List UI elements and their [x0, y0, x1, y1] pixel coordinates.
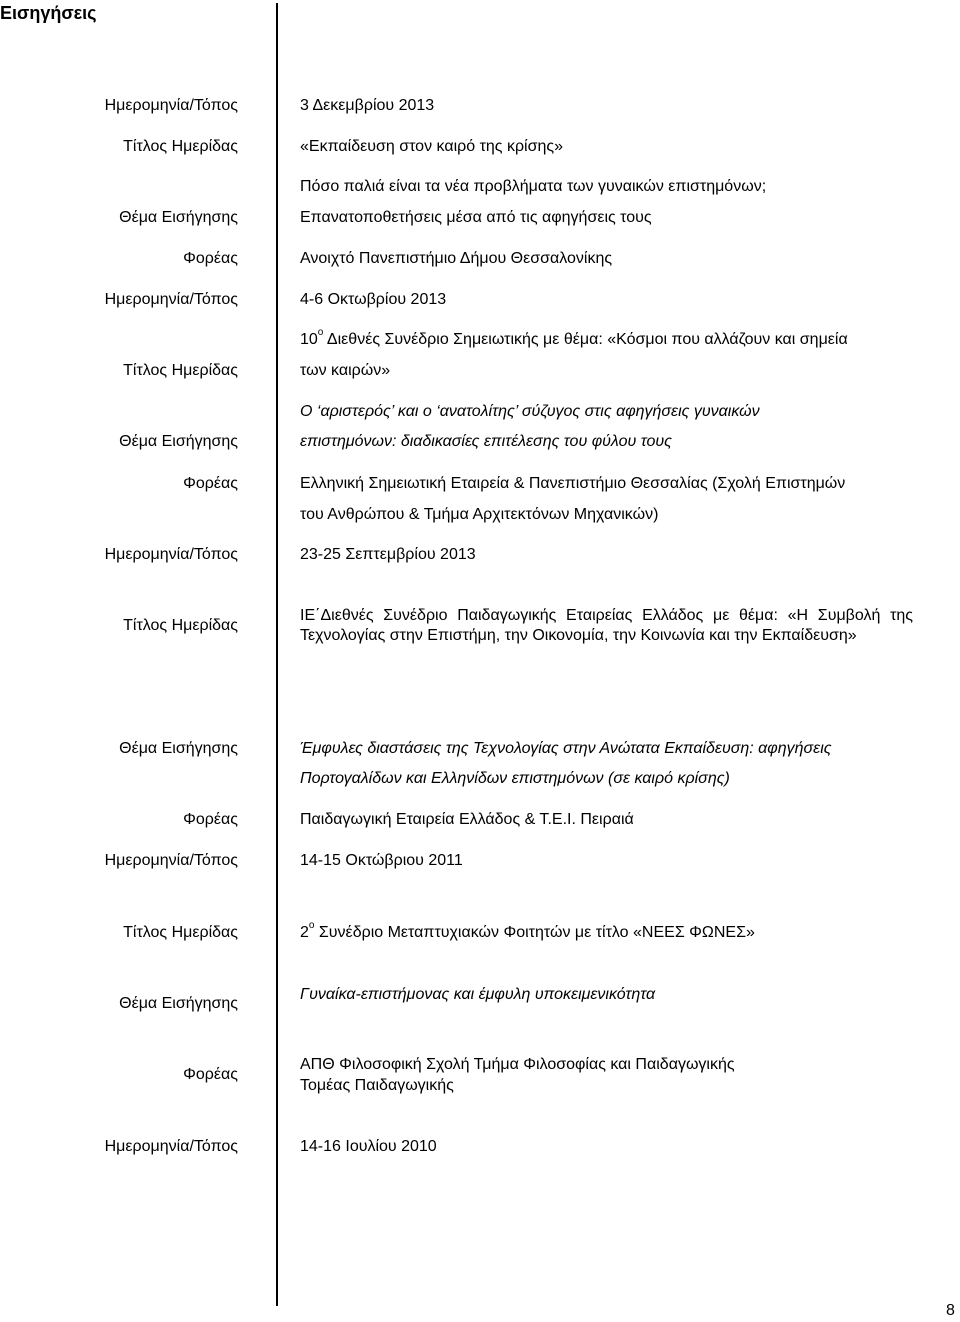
- page-heading: Εισηγήσεις: [0, 3, 97, 23]
- title-ordinal-suffix: ο: [308, 920, 315, 931]
- label-date-place: Ημερομηνία/Τόπος: [104, 546, 238, 563]
- title-text: Συνέδριο Μεταπτυχιακών Φοιτητών με τίτλο «ΝΕΕΣ ΦΩΝΕΣ»: [314, 924, 755, 941]
- entry-topic-line: Ο ‘αριστερός’ και ο ‘ανατολίτης’ σύζυγος στις αφηγήσεις γυναικών: [300, 403, 760, 420]
- label-org: Φορέας: [183, 475, 238, 492]
- label-topic: Θέμα Εισήγησης: [119, 995, 238, 1012]
- entry-date-place: 3 Δεκεμβρίου 2013: [300, 97, 435, 114]
- title-text: Διεθνές Συνέδριο Σημειωτικής με θέμα: «Κόσμοι που αλλάζουν και σημεία: [323, 331, 848, 348]
- column-divider: [276, 3, 278, 1306]
- label-title: Τίτλος Ημερίδας: [123, 924, 238, 941]
- entry-org-line: Τομέας Παιδαγωγικής: [300, 1077, 454, 1094]
- entry-topic-line: Πορτογαλίδων και Ελληνίδων επιστημόνων (σε καιρό κρίσης): [300, 770, 730, 787]
- label-date-place: Ημερομηνία/Τόπος: [104, 291, 238, 308]
- label-title: Τίτλος Ημερίδας: [123, 138, 238, 155]
- entry-org-line: του Ανθρώπου & Τμήμα Αρχιτεκτόνων Μηχανικών): [300, 506, 659, 523]
- entry-org-line: ΑΠΘ Φιλοσοφική Σχολή Τμήμα Φιλοσοφίας και Παιδαγωγικής: [300, 1056, 735, 1073]
- entry-title: «Εκπαίδευση στον καιρό της κρίσης»: [300, 138, 563, 155]
- label-date-place: Ημερομηνία/Τόπος: [104, 852, 238, 869]
- entry-title-line: των καιρών»: [300, 362, 391, 379]
- title-ordinal: 2: [300, 924, 309, 941]
- label-topic: Θέμα Εισήγησης: [119, 433, 238, 450]
- entry-org: Ανοιχτό Πανεπιστήμιο Δήμου Θεσσαλονίκης: [300, 250, 613, 267]
- entry-topic-line: Επανατοποθετήσεις μέσα από τις αφηγήσεις τους: [300, 209, 652, 226]
- entry-date-place: 14-15 Οκτώβριου 2011: [300, 852, 463, 869]
- entry-topic-line: Έμφυλες διαστάσεις της Τεχνολογίας στην Ανώτατα Εκπαίδευση: αφηγήσεις: [300, 740, 832, 757]
- label-org: Φορέας: [183, 811, 238, 828]
- entry-org-line: Ελληνική Σημειωτική Εταιρεία & Πανεπιστήμιο Θεσσαλίας (Σχολή Επιστημών: [300, 475, 846, 492]
- label-title: Τίτλος Ημερίδας: [123, 617, 238, 634]
- entry-title: ΙΕ΄Διεθνές Συνέδριο Παιδαγωγικής Εταιρείας Ελλάδος με θέμα: «Η Συμβολή της Τεχνολογίας στην Επιστήμη, την Οικονομία, την Κοινωνία και την Εκπαίδευση»: [300, 607, 913, 644]
- label-date-place: Ημερομηνία/Τόπος: [104, 97, 238, 114]
- label-org: Φορέας: [183, 250, 238, 267]
- page-number: 8: [946, 1302, 955, 1319]
- title-ordinal-suffix: ο: [317, 327, 324, 338]
- entry-date-place: 14-16 Ιουλίου 2010: [300, 1138, 437, 1155]
- entry-topic: Γυναίκα-επιστήμονας και έμφυλη υποκειμενικότητα: [300, 986, 656, 1003]
- label-topic: Θέμα Εισήγησης: [119, 740, 238, 757]
- entry-title-line: [300, 920, 755, 943]
- label-org: Φορέας: [183, 1066, 238, 1083]
- entry-title-line: [300, 327, 848, 350]
- entry-topic-line: επιστημόνων: διαδικασίες επιτέλεσης του φύλου τους: [300, 433, 672, 450]
- entry-date-place: 23-25 Σεπτεμβρίου 2013: [300, 546, 476, 563]
- entry-topic-line: Πόσο παλιά είναι τα νέα προβλήματα των γυναικών επιστημόνων;: [300, 178, 767, 195]
- label-date-place: Ημερομηνία/Τόπος: [104, 1138, 238, 1155]
- title-ordinal: 10: [300, 331, 318, 348]
- entry-date-place: 4-6 Οκτωβρίου 2013: [300, 291, 447, 308]
- label-topic: Θέμα Εισήγησης: [119, 209, 238, 226]
- entry-org: Παιδαγωγική Εταιρεία Ελλάδος & Τ.Ε.Ι. Πειραιά: [300, 811, 634, 828]
- label-title: Τίτλος Ημερίδας: [123, 362, 238, 379]
